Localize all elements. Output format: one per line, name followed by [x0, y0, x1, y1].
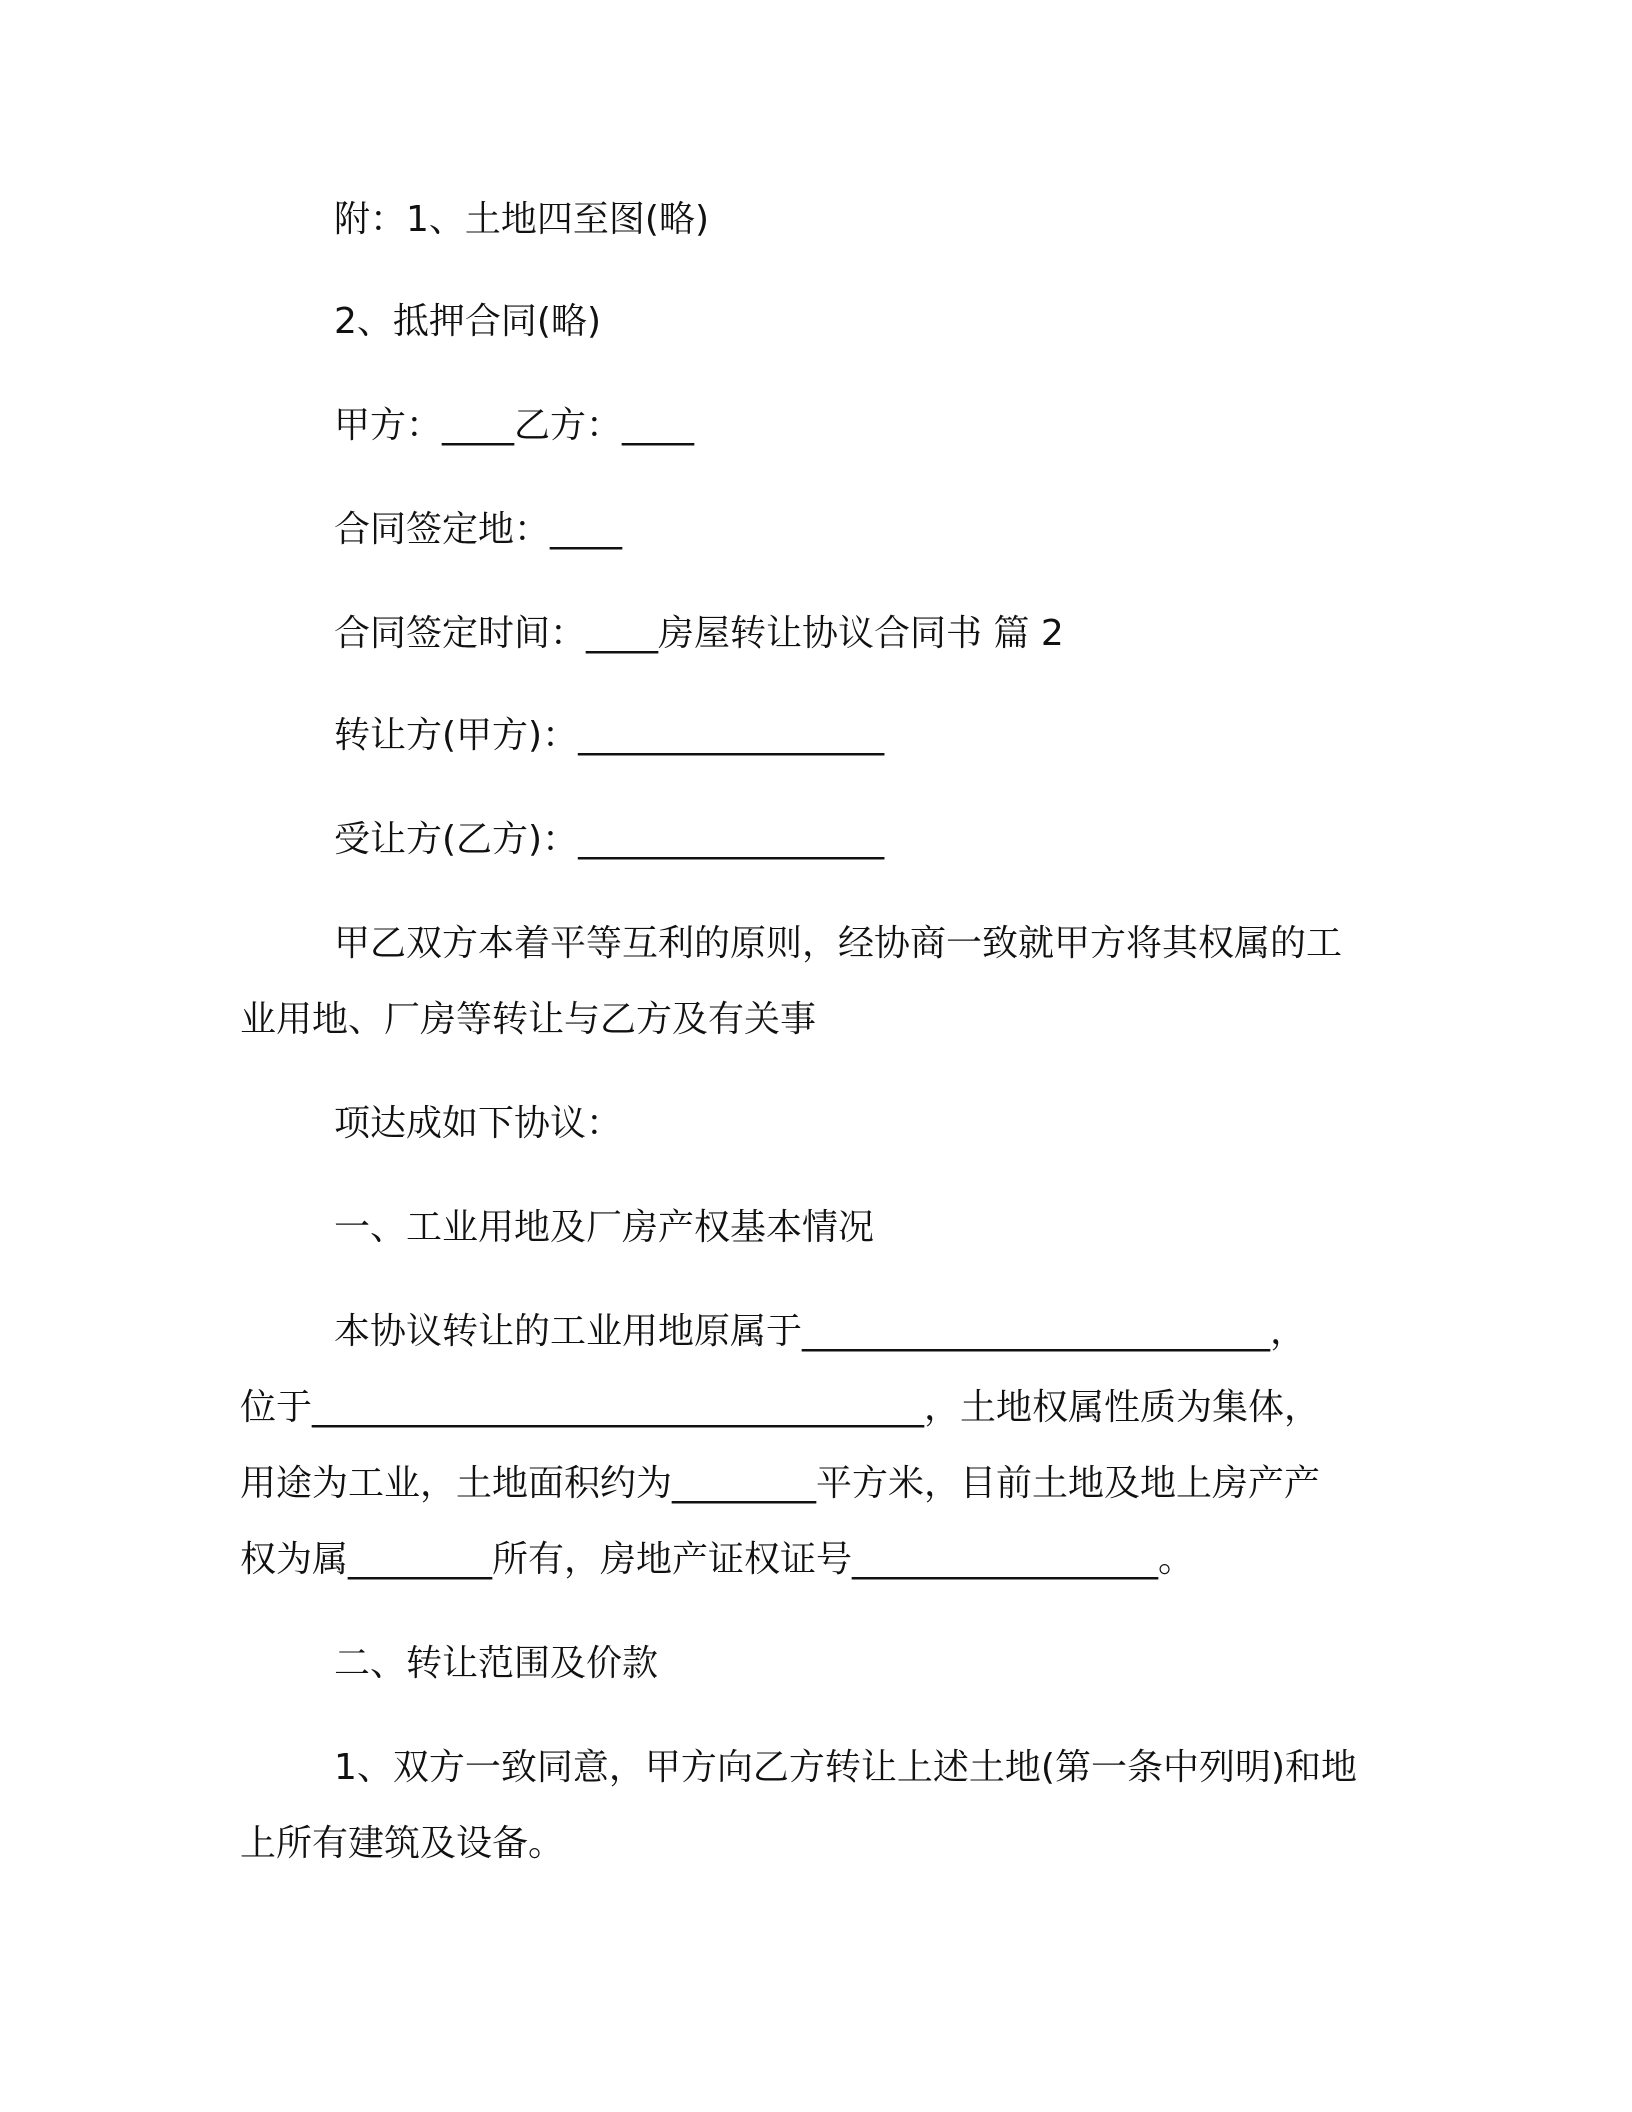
transferor-line: 转让方(甲方)：_________________ — [334, 715, 885, 756]
signing-time-line: 合同签定时间：____房屋转让协议合同书 篇 2 — [334, 613, 1064, 654]
signing-place-line: 合同签定地：____ — [334, 509, 623, 550]
section-one-line-4: 权为属________所有，房地产证权证号_________________。 — [240, 1539, 1195, 1580]
intro-line-1: 甲乙双方本着平等互利的原则，经协商一致就甲方将其权属的工 — [334, 923, 1343, 964]
section-one-line-3: 用途为工业，土地面积约为________平方米，目前土地及地上房产产 — [240, 1463, 1321, 1504]
attachment-line-2: 2、抵押合同(略) — [334, 301, 601, 342]
section-one-line-2: 位于__________________________________，土地权属性质为集体， — [240, 1387, 1321, 1428]
section-two-line-1: 1、双方一致同意，甲方向乙方转让上述土地(第一条中列明)和地 — [334, 1747, 1357, 1788]
agreement-lead-line: 项达成如下协议： — [334, 1103, 623, 1144]
party-signature-line: 甲方：____乙方：____ — [334, 405, 695, 446]
section-two-line-2: 上所有建筑及设备。 — [240, 1823, 565, 1864]
section-one-paragraph — [240, 1294, 1400, 1598]
attachment-line-1: 附：1、土地四至图(略) — [334, 199, 709, 240]
section-two-paragraph — [240, 1730, 1400, 1882]
intro-line-2: 业用地、厂房等转让与乙方及有关事 — [240, 999, 817, 1040]
transferee-line: 受让方(乙方)：_________________ — [334, 819, 885, 860]
section-one-heading: 一、工业用地及厂房产权基本情况 — [334, 1207, 875, 1248]
section-one-line-1: 本协议转让的工业用地原属于__________________________， — [334, 1311, 1307, 1352]
section-two-heading: 二、转让范围及价款 — [334, 1643, 659, 1684]
intro-paragraph — [240, 906, 1400, 1058]
